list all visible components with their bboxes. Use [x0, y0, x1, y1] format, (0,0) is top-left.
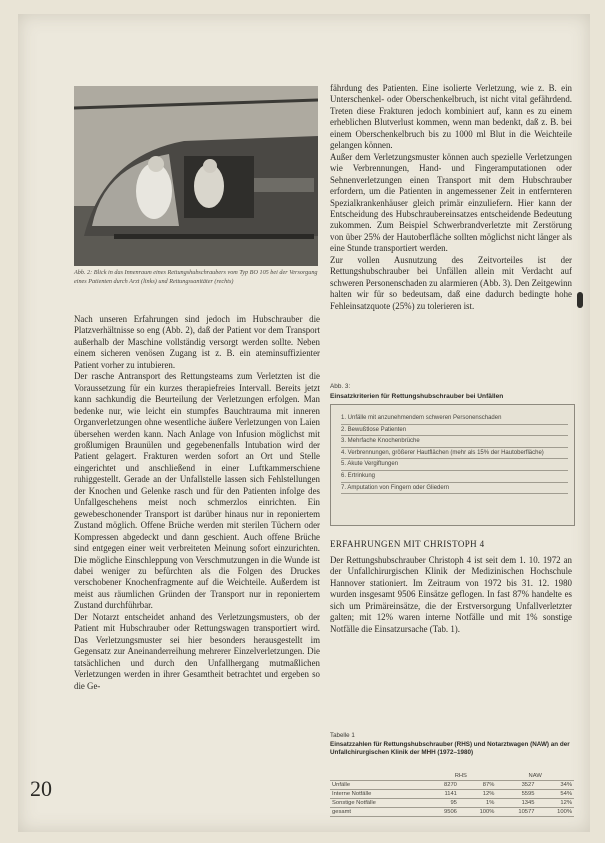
table-cell: 54%: [536, 790, 574, 799]
table-cell: 1%: [459, 799, 496, 808]
left-text-column: [74, 314, 320, 692]
paragraph: Der Rettungshubschrauber Christoph 4 ist seit dem 1. 10. 1972 an der Unfallchirurgischen Klinik der Medizinischen Hochschule Hannover stationiert. Im Zeitraum von 1972 bis 31. 12. 1980 wurden insgesamt 9506 Einsätze geflogen. In fast 87% handelte es sich um Primäreinsätze, die der Erstversorgung Unfallverletzter galten; mit 12% waren interne Notfälle und mit 1% sonstige Notfälle die Einsatzursache (Tab. 1).: [330, 555, 572, 634]
table-cell: 34%: [536, 781, 574, 790]
right-text-column-lower: [330, 555, 572, 635]
table-cell: gesamt: [330, 808, 425, 817]
table-header-cell: RHS: [425, 772, 496, 781]
table-cell: 100%: [459, 808, 496, 817]
paragraph: Der Notarzt entscheidet anhand des Verletzungsmusters, ob der Patient mit Hubschrauber oder Rettungswagen transportiert wird. Das Verletzungsmuster sei hier besonders herausgestellt im Gegensatz zur Aneinanderreihung mehrerer Einzelverletzungen. Die tatsächlichen und durch den Unfallhergang mutmaßlichen Verletzungen werden in ihrer Gesamtheit betrachtet und ergeben so die Ge-: [74, 611, 320, 691]
paragraph: fährdung des Patienten. Eine isolierte Verletzung, wie z. B. ein Unterschenkel- oder Oberschenkelbruch, ist nicht vital gefährdend. Treten diese Frakturen jedoch kombiniert auf, kann es zu einem erheblichen Blutverlust kommen, wenn man bedenkt, daß z. B. bei einem Oberschenkelbruch bis zu 1000 ml Blut in die Weichteile gelangen können.: [330, 83, 572, 151]
table-cell: 95: [425, 799, 459, 808]
table-cell: Interne Notfälle: [330, 790, 425, 799]
list-item: 3. Mehrfache Knochenbrüche: [341, 436, 568, 448]
paragraph: Zur vollen Ausnutzung des Zeitvorteiles ist der Rettungshubschrauber bei Unfällen allein mit Verdacht auf schweren Personenschaden zu alarmieren (Abb. 3). Den Zeitgewinn halten wir für so bedeutsam, daß eine dadurch bedingte hohe Fehleinsatzquote (25%) zu tolerieren ist.: [330, 254, 572, 311]
margin-mark: [577, 292, 583, 308]
table-cell: Sonstige Notfälle: [330, 799, 425, 808]
table-cell: 1345: [496, 799, 536, 808]
table-cell: 8270: [425, 781, 459, 790]
table-row: [330, 790, 574, 799]
helicopter-photo: [74, 86, 318, 266]
page-number: 20: [30, 776, 52, 801]
table-cell: 87%: [459, 781, 496, 790]
table-header-cell: NAW: [496, 772, 574, 781]
right-text-column: [330, 83, 572, 312]
table-cell: 100%: [536, 808, 574, 817]
table-cell: 3527: [496, 781, 536, 790]
list-item: 4. Verbrennungen, größerer Hautflächen (mehr als 15% der Hautoberfläche): [341, 448, 568, 460]
list-item: 6. Ertrinkung: [341, 471, 568, 483]
table-cell: Unfälle: [330, 781, 425, 790]
list-item: 1. Unfälle mit anzunehmendem schweren Personenschaden: [341, 413, 568, 425]
section-heading: ERFAHRUNGEN MIT CHRISTOPH 4: [330, 539, 485, 549]
box-title: Einsatzkriterien für Rettungshubschrauber bei Unfällen: [330, 393, 504, 400]
paragraph: Nach unseren Erfahrungen sind jedoch im Hubschrauber die Platzverhältnisse so eng (Abb. 2), daß der Patient vor dem Transport außerhalb der Maschine vollständig versorgt werden sollte. Neben einem sicheren venösen Zugang ist z. B. ein ateminsuffizienter Patient vorher zu intubieren.: [74, 314, 320, 370]
list-item: 5. Akute Vergiftungen: [341, 459, 568, 471]
table-row: [330, 808, 574, 817]
helicopter-image: [74, 86, 318, 266]
paragraph: Außer dem Verletzungsmuster können auch spezielle Verletzungen wie Verbrennungen, Hand- und Fingeramputationen oder Sehnenverletzungen einen Transport mit dem Hubschrauber erfordern, um die Patienten in angemessener Zeit in entfernteren Spezialkrankenhäuser gleich primär einzuliefern. Hier kann der Entscheidung des Hubschraubereinsatzes entscheidende Bedeutung zukommen. Zum Beispiel Schwerbrandverletzte mit Zerstörung von über 25% der Hautoberfläche sollten möglichst nicht länger als eine Stunde transportiert werden.: [330, 151, 572, 254]
paragraph: Der rasche Antransport des Rettungsteams zum Verletzten ist die Voraussetzung für ein kurzes therapiefreies Intervall. Bereits jetzt kann sachkundig die Beurteilung der Verletzungen erfolgen. Man bedenke nur, wie leicht ein stumpfes Bauchtrauma mit inneren Organverletzungen ohne wesentliche äußere Verletzungen von Laien übersehen werden kann. Nach Anlage von Infusion möglichst mit großlumigen Braunülen und gegebenenfalls Intubation wird der Patient gelagert. Frakturen werden sofort an Ort und Stelle eingerichtet und anschließend in einer Luftkammerschiene ruhiggestellt. Gerade an der Unfallstelle lassen sich Fehlstellungen der Knochen und Gelenke rasch und für den Patienten infolge des Unfallgeschehens meist noch schmerzlos einrichten. Ein gewebeschonender Transport ist darüber hinaus nur in reponiertem Zustand möglich. Offene Brüche werden mit sterilen Tüchern oder Kompressen abgedeckt und dann geschient. Auch offene Brüche sind entgegen einer weit verbreiteten Meinung sofort einzurichten. Die mögliche Einschleppung von Verschmutzungen in die Wunde ist dabei weniger zu befürchten als die Folgen des Druckes verschobener Knochenfragmente auf die Weichteile. Außerdem ist meist aus räumlichen Gründen der Transport nur in reponiertem Zustand durchführbar.: [74, 371, 320, 611]
table-row: [330, 781, 574, 790]
table-header-row: [330, 772, 574, 781]
table-header-cell: [330, 772, 425, 781]
stats-table: [330, 772, 574, 817]
table-cell: 5595: [496, 790, 536, 799]
table-cell: 10577: [496, 808, 536, 817]
list-item: 7. Amputation von Fingern oder Gliedern: [341, 483, 568, 495]
box-label: Abb. 3:: [330, 383, 351, 390]
table-row: [330, 799, 574, 808]
table-cell: 9506: [425, 808, 459, 817]
list-item: 2. Bewußtlose Patienten: [341, 425, 568, 437]
table-cell: 12%: [459, 790, 496, 799]
table-label: Tabelle 1: [330, 732, 355, 739]
figure-caption: Abb. 2: Blick in das Innenraum eines Rettungshubschraubers vom Typ BO 105 bei der Versorgung eines Patienten durch Arzt (links) und Rettungssanitäter (rechts): [74, 269, 318, 285]
table-cell: 12%: [536, 799, 574, 808]
criteria-box: [330, 404, 575, 526]
table-title: Einsatzzahlen für Rettungshubschrauber (RHS) und Notarztwagen (NAW) an der Unfallchirurgischen Klinik der MHH (1972–1980): [330, 741, 570, 756]
table-cell: 1141: [425, 790, 459, 799]
